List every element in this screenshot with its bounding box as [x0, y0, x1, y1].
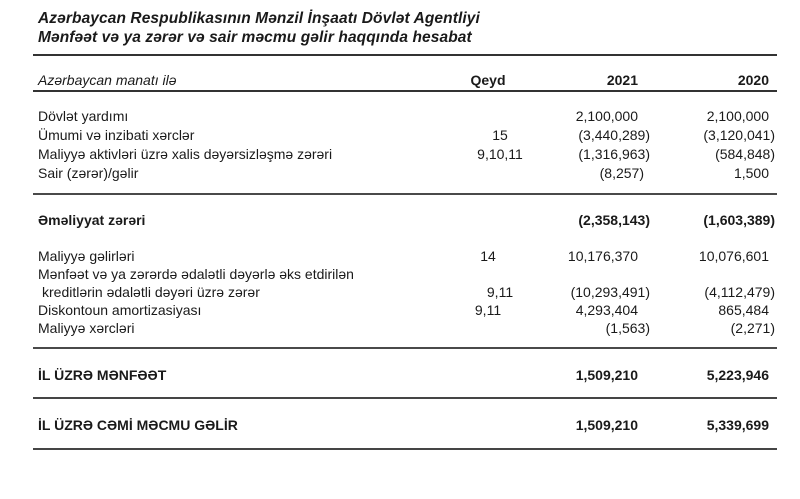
row-label: İL ÜZRƏ MƏNFƏƏT: [38, 367, 167, 383]
document-title-line1: Azərbaycan Respublikasının Mənzil İnşaatı Dövlət Agentliyi: [38, 10, 480, 27]
row-label: Mənfəət və ya zərərdə ədalətli dəyərlə əks etdirilən: [38, 266, 354, 282]
note-cell: 9,10,11: [477, 146, 523, 162]
row-label: Sair (zərər)/gəlir: [38, 165, 139, 181]
finance-items-group: [33, 247, 777, 337]
amount-2020: 5,339,699: [706, 417, 769, 433]
row-label: Maliyyə gəlirləri: [38, 248, 135, 264]
section-divider: [33, 347, 777, 349]
operating-items-group: [33, 107, 777, 183]
amount-2020: 10,076,601: [698, 248, 769, 264]
table-row: [33, 247, 777, 265]
table-row: [33, 319, 777, 337]
table-row: [33, 145, 777, 164]
amount-2021: (3,440,289): [578, 127, 650, 143]
operating-loss-row: [33, 211, 777, 230]
table-row: [33, 164, 777, 183]
currency-note: Azərbaycan manatı ilə: [38, 72, 177, 88]
row-label: Dövlət yardımı: [38, 108, 129, 124]
amount-2021: 1,509,210: [575, 367, 638, 383]
row-label: Əməliyyat zərəri: [38, 212, 146, 228]
row-label: Maliyyə xərcləri: [38, 320, 135, 336]
title-underline: [33, 54, 777, 56]
amount-2021: (2,358,143): [578, 212, 650, 228]
profit-for-year-row: [33, 366, 777, 385]
row-label: kreditlərin ədalətli dəyəri üzrə zərər: [42, 284, 260, 300]
note-cell: 9,11: [474, 302, 502, 318]
table-row: [33, 126, 777, 145]
column-header-2020: 2020: [737, 72, 769, 88]
total-comprehensive-income-row: [33, 416, 777, 435]
document-title-line2: Mənfəət və ya zərər və sair məcmu gəlir haqqında hesabat: [38, 29, 472, 46]
row-label: Maliyyə aktivləri üzrə xalis dəyərsizləşmə zərəri: [38, 146, 333, 162]
amount-2021: 10,176,370: [567, 248, 638, 264]
table-header-row: [33, 71, 777, 90]
table-row: [33, 265, 777, 283]
table-row: [33, 107, 777, 126]
table-row: [33, 301, 777, 319]
row-label: İL ÜZRƏ CƏMİ MƏCMU GƏLİR: [38, 417, 238, 433]
amount-2020: 5,223,946: [706, 367, 769, 383]
section-divider: [33, 193, 777, 195]
amount-2021: (1,563): [605, 320, 650, 336]
note-cell: 15: [492, 127, 508, 143]
amount-2020: (4,112,479): [704, 284, 775, 300]
column-header-2021: 2021: [606, 72, 638, 88]
amount-2020: 1,500: [733, 165, 769, 181]
amount-2020: 2,100,000: [706, 108, 769, 124]
note-cell: 14: [480, 248, 496, 264]
amount-2021: 4,293,404: [575, 302, 638, 318]
amount-2021: 1,509,210: [575, 417, 638, 433]
table-row: [33, 283, 777, 301]
statement-sheet: [33, 0, 777, 450]
amount-2020: (2,271): [730, 320, 775, 336]
row-label: Ümumi və inzibati xərclər: [38, 127, 195, 143]
bottom-rule: [33, 448, 777, 450]
amount-2021: 2,100,000: [575, 108, 638, 124]
amount-2021: (10,293,491): [570, 284, 650, 300]
amount-2021: (8,257): [599, 165, 644, 181]
amount-2020: (1,603,389): [703, 212, 775, 228]
amount-2020: (3,120,041): [703, 127, 775, 143]
column-header-note: Qeyd: [470, 72, 506, 88]
amount-2020: (584,848): [715, 146, 775, 162]
amount-2021: (1,316,963): [578, 146, 650, 162]
section-divider: [33, 397, 777, 399]
row-label: Diskontoun amortizasiyası: [38, 302, 202, 318]
header-underline: [33, 90, 777, 92]
note-cell: 9,11: [486, 284, 514, 300]
amount-2020: 865,484: [718, 302, 769, 318]
